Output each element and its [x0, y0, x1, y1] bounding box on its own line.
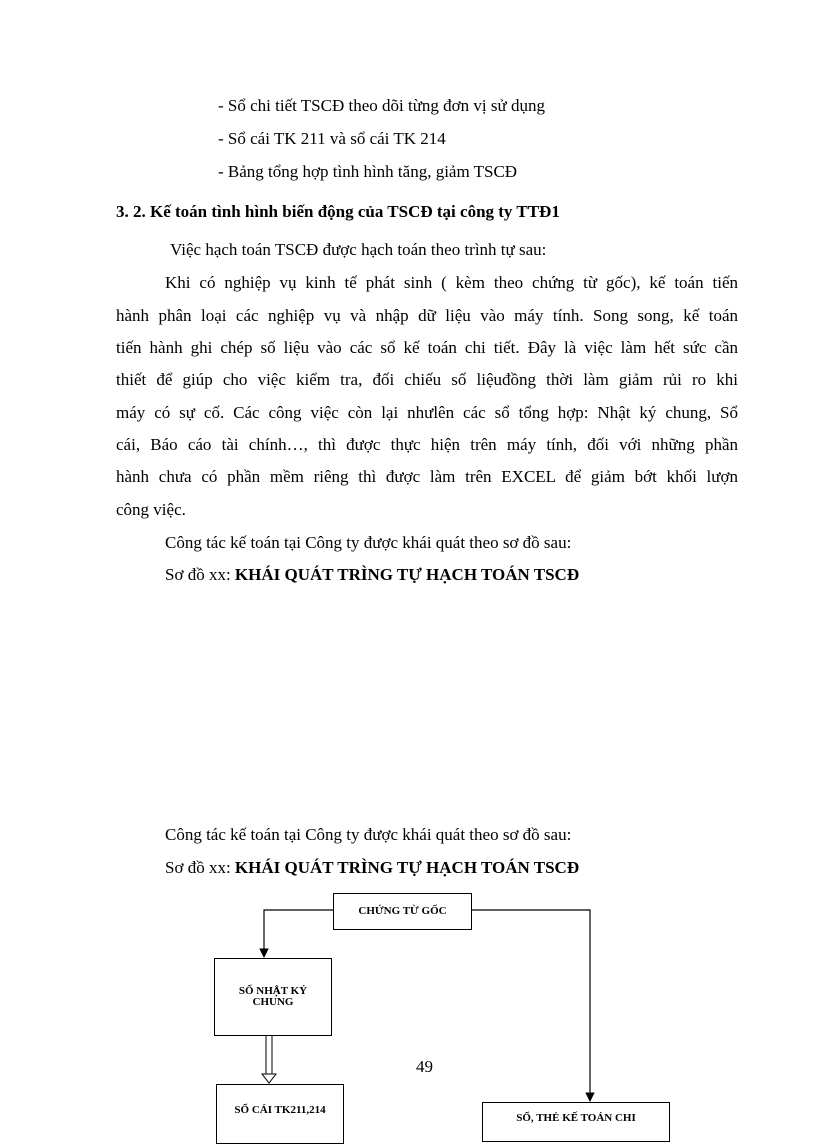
diagram-intro: Công tác kế toán tại Công ty được khái quát theo sơ đồ sau: [165, 533, 572, 552]
diagram-caption-title: KHÁI QUÁT TRÌNG TỰ HẠCH TOÁN TSCĐ [234, 565, 580, 584]
paragraph-line: thiết để giúp cho việc kiểm tra, đối chiếu số liệuđồng thời làm giảm rủi ro khi [116, 370, 738, 389]
paragraph-line-last: công việc. [116, 500, 186, 519]
box-source-documents: CHỨNG TỪ GỐC [333, 893, 472, 930]
paragraph-line: tiến hành ghi chép số liệu vào các sổ kế toán chi tiết. Đây là việc làm hết sức cần [116, 338, 738, 357]
list-item-detail-book: - Sổ chi tiết TSCĐ theo dõi từng đơn vị sử dụng [218, 96, 545, 115]
diagram-caption-title: KHÁI QUÁT TRÌNG TỰ HẠCH TOÁN TSCĐ [234, 858, 580, 877]
diagram-caption-prefix: Sơ đồ xx: [165, 858, 235, 877]
diagram-caption-prefix: Sơ đồ xx: [165, 565, 235, 584]
diagram-intro-repeat: Công tác kế toán tại Công ty được khái quát theo sơ đồ sau: [165, 825, 572, 844]
arrow-source-to-detail [471, 910, 590, 1101]
paragraph-line: hành chưa có phần mềm riêng thì được làm trên EXCEL để giảm bớt khối lượn [116, 467, 738, 486]
arrow-source-to-journal [264, 910, 333, 957]
box-detail-books: SỔ, THẺ KẾ TOÁN CHI [482, 1102, 670, 1142]
list-item-summary-table: - Bảng tổng hợp tình hình tăng, giảm TSCĐ [218, 162, 518, 181]
double-arrow-head [262, 1074, 276, 1083]
paragraph-line: hành phân loại các nghiệp vụ và nhập dữ liệu vào máy tính. Song song, kế toán [116, 306, 738, 325]
list-item-ledger: - Sổ cái TK 211 và sổ cái TK 214 [218, 129, 446, 148]
paragraph-line: Khi có nghiệp vụ kinh tế phát sinh ( kèm theo chứng từ gốc), kế toán tiến [165, 273, 738, 292]
box-general-journal: SỔ NHẬT KÝ CHUNG [214, 958, 332, 1036]
box-ledger: SỔ CÁI TK211,214 [216, 1084, 344, 1144]
paragraph-line: cái, Báo cáo tài chính…, thì được thực hiện trên máy tính, đối với những phần [116, 435, 738, 454]
section-heading: 3. 2. Kế toán tình hình biến động của TSCĐ tại công ty TTĐ1 [116, 202, 560, 221]
paragraph-line: máy có sự cố. Các công việc còn lại nhưlên các sổ tổng hợp: Nhật ký chung, Sổ [116, 403, 738, 422]
intro-line: Việc hạch toán TSCĐ được hạch toán theo trình tự sau: [170, 240, 547, 259]
page-number: 49 [416, 1057, 433, 1076]
